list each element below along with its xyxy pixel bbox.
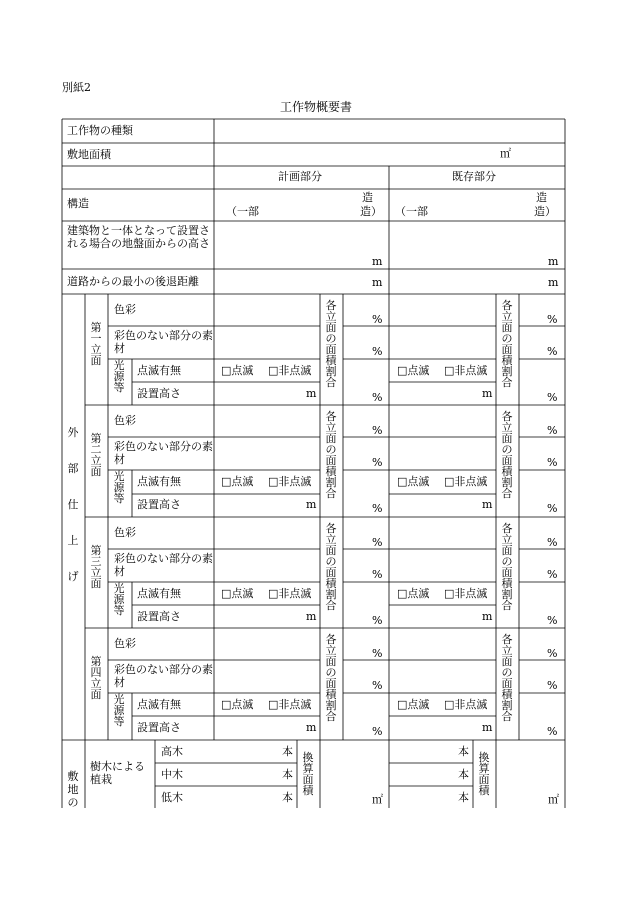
facade-1-existing-pct-1: %	[547, 313, 558, 326]
facade-3-plan-pct-2: %	[372, 568, 383, 581]
facade-3-color-label: 色彩	[114, 526, 136, 539]
facade-1-existing-pct-3: %	[547, 391, 558, 404]
attachment-label: 別紙2	[62, 81, 91, 94]
facade-4-blink-label: 点滅有無	[137, 698, 181, 711]
facade-2-label: 第二立面	[90, 432, 102, 478]
height-label: 建築物と一体となって設置される場合の地盤面からの高さ	[67, 224, 210, 250]
facade-3-light-label: 光源等	[113, 582, 125, 617]
facade-3-existing-blink-option[interactable]: □点滅	[397, 587, 430, 600]
facade-2-existing-blink-option[interactable]: □点滅	[397, 475, 430, 488]
facade-2-plan-ratio-label: 各立面の面積割合	[325, 410, 337, 500]
facade-1-plan-blink-option[interactable]: □点滅	[221, 364, 254, 377]
facade-2-existing-ratio-label: 各立面の面積割合	[501, 410, 513, 500]
existing-converted-area-label: 換算面積	[478, 751, 490, 797]
facade-1-install-height-label: 設置高さ	[137, 387, 181, 400]
plan-structure-ichibu: （一部	[226, 205, 259, 218]
facade-2-plan-blink-option[interactable]: □点滅	[221, 475, 254, 488]
facade-3-existing-ratio-label: 各立面の面積割合	[501, 522, 513, 612]
plan-structure-zou-close: 造）	[360, 205, 382, 218]
facade-4-plan-height-unit: m	[306, 721, 317, 734]
structure-label: 構造	[67, 197, 89, 210]
facade-1-material-label: 彩色のない部分の素材	[114, 329, 213, 355]
facade-4-existing-no-blink-option[interactable]: □非点滅	[444, 698, 488, 711]
facade-2-plan-pct-2: %	[372, 456, 383, 469]
facade-2-plan-pct-1: %	[372, 424, 383, 437]
facade-3-plan-blink-option[interactable]: □点滅	[221, 587, 254, 600]
facade-2-existing-pct-2: %	[547, 456, 558, 469]
facade-3-plan-height-unit: m	[306, 610, 317, 623]
facade-3-material-label: 彩色のない部分の素材	[114, 552, 213, 578]
facade-4-plan-pct-1: %	[372, 647, 383, 660]
facade-3-plan-ratio-label: 各立面の面積割合	[325, 522, 337, 612]
facade-1-plan-ratio-label: 各立面の面積割合	[325, 299, 337, 389]
facade-2-plan-no-blink-option[interactable]: □非点滅	[268, 475, 312, 488]
facade-2-existing-pct-1: %	[547, 424, 558, 437]
facade-3-existing-height-unit: m	[482, 610, 493, 623]
existing-converted-area-unit: ㎡	[548, 793, 559, 806]
plan-part-label: 計画部分	[278, 170, 322, 183]
facade-2-color-label: 色彩	[114, 414, 136, 427]
plan-converted-area-label: 換算面積	[302, 751, 314, 797]
facade-2-install-height-label: 設置高さ	[137, 498, 181, 511]
facade-4-existing-ratio-label: 各立面の面積割合	[501, 633, 513, 723]
facade-4-existing-pct-1: %	[547, 647, 558, 660]
facade-4-plan-pct-3: %	[372, 725, 383, 738]
facade-2-plan-pct-3: %	[372, 502, 383, 515]
tall-tree-label: 高木	[161, 745, 183, 758]
facade-1-plan-no-blink-option[interactable]: □非点滅	[268, 364, 312, 377]
existing-mid-unit: 本	[458, 768, 469, 781]
facade-4-plan-ratio-label: 各立面の面積割合	[325, 633, 337, 723]
existing-tall-unit: 本	[458, 745, 469, 758]
facade-4-existing-pct-3: %	[547, 725, 558, 738]
facade-3-plan-pct-1: %	[372, 536, 383, 549]
facade-1-label: 第一立面	[90, 321, 102, 367]
facade-4-plan-blink-option[interactable]: □点滅	[221, 698, 254, 711]
existing-height-unit: m	[548, 255, 559, 268]
facade-3-label: 第三立面	[90, 544, 102, 590]
existing-low-unit: 本	[458, 791, 469, 804]
facade-2-existing-pct-3: %	[547, 502, 558, 515]
plan-tall-unit: 本	[282, 745, 293, 758]
plan-structure-zou: 造	[362, 191, 373, 204]
facade-1-plan-pct-2: %	[372, 345, 383, 358]
page-title: 工作物概要書	[280, 100, 353, 114]
facade-1-light-label: 光源等	[113, 359, 125, 394]
low-tree-label: 低木	[161, 791, 183, 804]
facade-4-label: 第四立面	[90, 655, 102, 701]
facade-1-existing-height-unit: m	[482, 387, 493, 400]
site-group-label: 敷地の	[67, 770, 79, 809]
existing-structure-ichibu: （一部	[395, 205, 428, 218]
facade-1-existing-pct-2: %	[547, 345, 558, 358]
existing-structure-zou-close: 造）	[534, 205, 556, 218]
facade-3-blink-label: 点滅有無	[137, 587, 181, 600]
facade-4-existing-height-unit: m	[482, 721, 493, 734]
facade-3-existing-pct-2: %	[547, 568, 558, 581]
existing-structure-zou: 造	[536, 191, 547, 204]
exterior-group-label: 外部仕上げ	[67, 426, 79, 583]
facade-4-light-label: 光源等	[113, 693, 125, 728]
facade-1-blink-label: 点滅有無	[137, 364, 181, 377]
facade-1-existing-ratio-label: 各立面の面積割合	[501, 299, 513, 389]
facade-4-existing-pct-2: %	[547, 679, 558, 692]
plan-height-unit: m	[372, 255, 383, 268]
facade-4-install-height-label: 設置高さ	[137, 721, 181, 734]
existing-part-label: 既存部分	[452, 170, 496, 183]
plan-converted-area-unit: ㎡	[372, 793, 383, 806]
facade-1-plan-pct-1: %	[372, 313, 383, 326]
facade-3-existing-no-blink-option[interactable]: □非点滅	[444, 587, 488, 600]
planting-label: 樹木による植栽	[90, 760, 145, 786]
facade-3-existing-pct-1: %	[547, 536, 558, 549]
facade-2-plan-height-unit: m	[306, 498, 317, 511]
site-area-unit: ㎡	[500, 147, 511, 160]
facade-1-plan-height-unit: m	[306, 387, 317, 400]
facade-3-install-height-label: 設置高さ	[137, 610, 181, 623]
facade-3-existing-pct-3: %	[547, 614, 558, 627]
facade-2-existing-no-blink-option[interactable]: □非点滅	[444, 475, 488, 488]
facade-4-plan-no-blink-option[interactable]: □非点滅	[268, 698, 312, 711]
facade-1-plan-pct-3: %	[372, 391, 383, 404]
existing-setback-unit: m	[548, 276, 559, 289]
facade-4-plan-pct-2: %	[372, 679, 383, 692]
facade-4-color-label: 色彩	[114, 637, 136, 650]
facade-3-plan-pct-3: %	[372, 614, 383, 627]
facade-2-blink-label: 点滅有無	[137, 475, 181, 488]
plan-setback-unit: m	[372, 276, 383, 289]
facade-3-plan-no-blink-option[interactable]: □非点滅	[268, 587, 312, 600]
facade-1-color-label: 色彩	[114, 303, 136, 316]
facade-2-existing-height-unit: m	[482, 498, 493, 511]
facade-4-material-label: 彩色のない部分の素材	[114, 663, 213, 689]
facade-1-existing-blink-option[interactable]: □点滅	[397, 364, 430, 377]
facade-2-light-label: 光源等	[113, 470, 125, 505]
plan-mid-unit: 本	[282, 768, 293, 781]
facade-1-existing-no-blink-option[interactable]: □非点滅	[444, 364, 488, 377]
mid-tree-label: 中木	[161, 768, 183, 781]
setback-label: 道路からの最小の後退距離	[67, 275, 199, 288]
facade-2-material-label: 彩色のない部分の素材	[114, 440, 213, 466]
plan-low-unit: 本	[282, 791, 293, 804]
kind-label: 工作物の種類	[67, 124, 133, 137]
site-area-label: 敷地面積	[67, 148, 111, 161]
facade-4-existing-blink-option[interactable]: □点滅	[397, 698, 430, 711]
